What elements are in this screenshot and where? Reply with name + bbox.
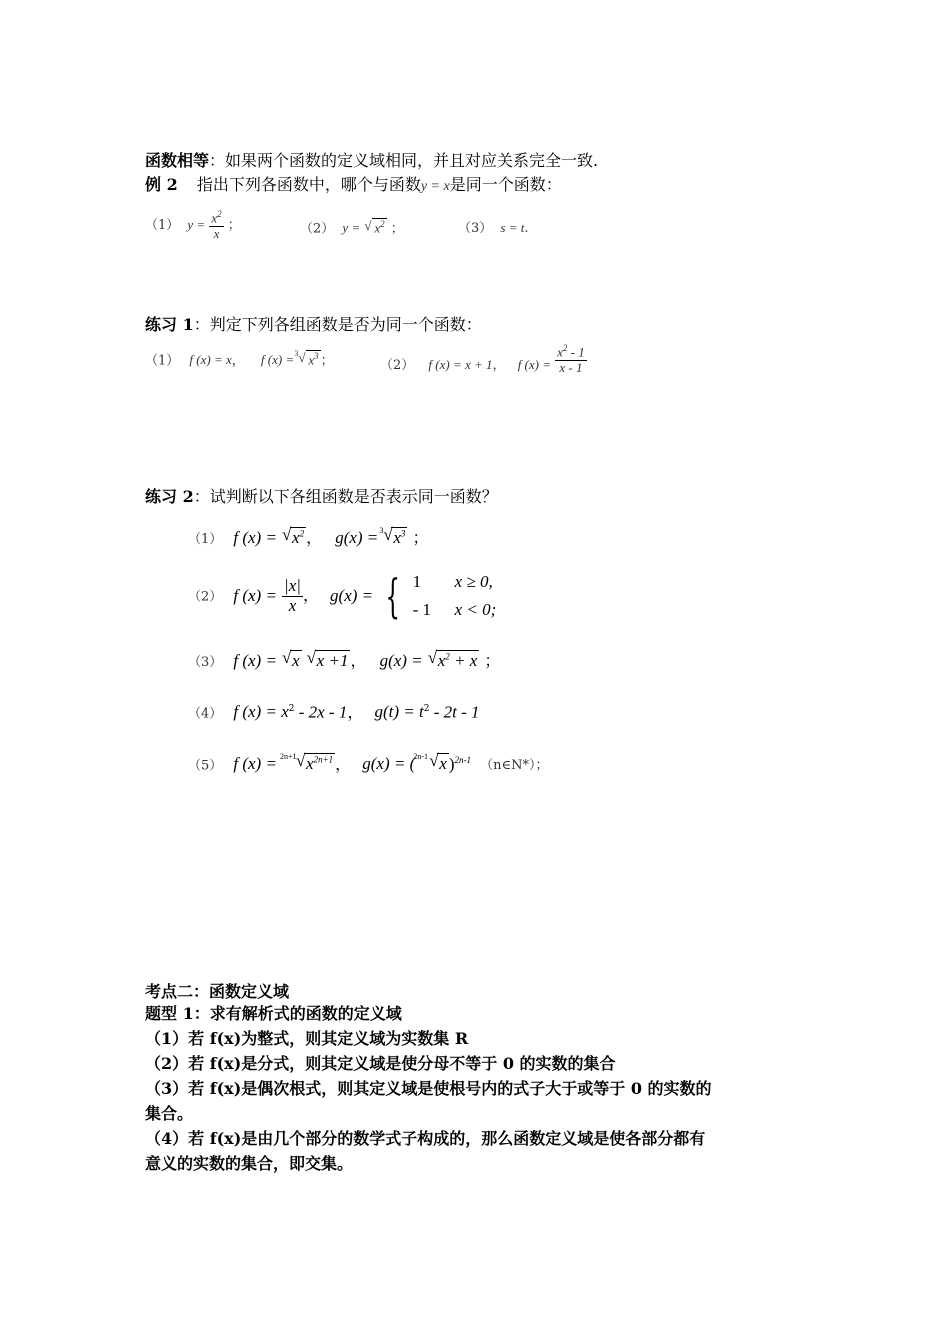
item-lhs: y =	[187, 216, 206, 232]
g-lhs: g(t) = t	[374, 702, 424, 722]
fraction	[555, 344, 587, 375]
case-1-value: 1	[412, 572, 422, 591]
item-number: （2）	[188, 589, 223, 605]
definition-title: 函数相等	[145, 151, 210, 170]
separator: ，	[335, 754, 352, 774]
practice1-text: ：判定下列各组函数是否为同一个函数：	[193, 315, 482, 334]
section2-subtitle: 题型 1：求有解析式的函数的定义域	[145, 1004, 402, 1023]
practice2-label: 练习 2	[145, 487, 194, 506]
cube-root: 3 √ $x^3$	[383, 527, 407, 548]
separator: ，	[492, 357, 506, 373]
radicand: x	[374, 220, 381, 236]
root-index: 3	[294, 349, 299, 358]
practice2-row-1	[188, 527, 429, 550]
item-expr: s = t	[500, 220, 525, 235]
g-lhs: g(x) =	[335, 528, 379, 547]
radicand: x +1	[316, 651, 349, 670]
case-2-value: - 1	[412, 600, 432, 619]
close-paren: )	[448, 754, 455, 774]
sqrt: √ $x^2 + x$	[427, 648, 478, 670]
practice1-row-2	[380, 343, 587, 381]
radicand: x	[439, 754, 447, 774]
g-lhs: g(x) =	[379, 651, 423, 670]
exponent: 2n+1	[313, 754, 334, 765]
radicand-tail: + x	[449, 651, 478, 670]
practice2-row-5	[188, 750, 548, 776]
practice2-row-3	[188, 650, 500, 673]
radicand: x	[292, 651, 300, 670]
item-number: （1）	[188, 532, 223, 547]
item-number: （3）	[458, 221, 493, 236]
numerator: x	[557, 344, 563, 360]
radicand: x	[437, 651, 446, 670]
nth-root: 2n+1 √ $x^{2n+1}$	[296, 753, 335, 774]
example2-text: 指出下列各函数中，哪个与函数	[196, 175, 421, 194]
example2-line	[145, 175, 562, 197]
item-number: （5）	[188, 758, 223, 774]
case-1-condition: x ≥ 0,	[454, 572, 493, 591]
sqrt: √ x	[282, 648, 300, 670]
domain-rule-3-cont: 集合。	[145, 1104, 194, 1123]
exponent: 2	[423, 704, 430, 714]
exponent: 2	[562, 343, 568, 353]
brace-symbol: {	[385, 569, 401, 623]
practice2-line	[145, 487, 498, 507]
cube-root: 3 √ $x^3$	[298, 350, 320, 370]
sqrt: √ $x^2$	[282, 525, 305, 547]
f-lhs: f (x) =	[233, 585, 277, 605]
item-number: （1）	[145, 217, 180, 233]
piecewise-cases	[413, 568, 497, 624]
section2-title: 考点二：函数定义域	[145, 982, 290, 1001]
fraction	[209, 210, 223, 241]
practice2-text: ：试判断以下各组函数是否表示同一函数？	[193, 487, 498, 506]
g-rhs-tail: - 2t - 1	[429, 702, 480, 722]
root-index: 3	[379, 526, 384, 535]
domain-rule-3: （3）若 f(x)是偶次根式，则其定义域是使根号内的式子大于或等于 0 的实数的	[145, 1079, 712, 1098]
example2-label: 例 2	[145, 175, 178, 194]
item-number: （1）	[145, 353, 180, 369]
fraction	[282, 577, 303, 615]
expr-b-lhs: f (x) =	[517, 356, 551, 372]
separator: ，	[306, 528, 323, 547]
condition: （n∈N*）；	[480, 758, 549, 774]
practice2-row-2	[188, 568, 496, 624]
radicand: x	[393, 528, 401, 547]
practice2-row-4	[188, 699, 479, 724]
expr-a: f (x) = x + 1	[428, 356, 493, 372]
expr-b-lhs: f (x) =	[260, 352, 295, 368]
radicand: x	[292, 528, 300, 547]
exponent: 3	[314, 351, 319, 361]
item-tail: .	[524, 221, 529, 236]
item-tail: ；	[227, 217, 241, 233]
exponent: 2n-1	[454, 755, 471, 765]
example2-item-3	[458, 218, 529, 239]
exponent: 2	[445, 651, 450, 662]
item-tail: ；	[320, 353, 334, 369]
domain-rule-4-cont: 意义的实数的集合，即交集。	[145, 1154, 354, 1173]
item-number: （2）	[300, 221, 335, 237]
example2-expr: y = x	[420, 179, 450, 194]
case-2-condition: x < 0;	[454, 600, 497, 619]
f-rhs-tail: - 2x - 1	[294, 702, 348, 722]
sqrt: √ $x^2$	[364, 218, 385, 236]
exponent: 2	[299, 528, 305, 539]
f-lhs: f (x) =	[233, 754, 277, 774]
g-lhs: g(x) = (	[362, 754, 416, 774]
f-lhs: f (x) = x	[233, 702, 289, 722]
item-tail: ；	[412, 528, 429, 547]
radicand: x	[308, 352, 315, 368]
practice1-row-1	[145, 350, 334, 371]
root-index: 2n-1	[413, 752, 428, 762]
practice1-label: 练习 1	[145, 315, 194, 334]
exponent: 2	[380, 219, 385, 229]
example2-tail: 是同一个函数：	[449, 175, 562, 194]
item-number: （2）	[380, 357, 415, 373]
item-lhs: y =	[342, 220, 361, 236]
separator: ，	[302, 585, 319, 605]
practice1-line	[145, 315, 482, 335]
separator: ，	[350, 651, 367, 670]
denominator: x - 1	[559, 359, 583, 375]
example2-item-2	[300, 218, 404, 239]
denominator: x	[213, 225, 220, 241]
denominator: x	[288, 595, 297, 615]
f-lhs: f (x) =	[233, 528, 277, 547]
item-number: （4）	[188, 706, 223, 722]
item-number: （3）	[188, 655, 223, 670]
sqrt: √ x +1	[306, 648, 349, 670]
item-tail: ；	[484, 651, 501, 670]
example2-item-1	[145, 210, 241, 241]
separator: ，	[347, 702, 364, 722]
root-index: 2n+1	[280, 752, 297, 762]
numerator: x	[211, 210, 218, 226]
radicand: x	[306, 754, 314, 774]
numerator-tail: - 1	[567, 344, 585, 360]
expr-a: f (x) = x	[189, 352, 232, 368]
f-lhs: f (x) =	[233, 651, 277, 670]
definition-text: ：如果两个函数的定义域相同，并且对应关系完全一致.	[209, 151, 599, 170]
definition-line	[145, 151, 598, 171]
g-lhs: g(x) =	[330, 585, 374, 605]
item-tail: ；	[390, 221, 404, 237]
domain-rule-1: （1）若 f(x)为整式，则其定义域为实数集 R	[145, 1029, 469, 1048]
numerator: |x|	[284, 575, 301, 595]
separator: ，	[231, 353, 245, 369]
domain-rule-2: （2）若 f(x)是分式，则其定义域是使分母不等于 0 的实数的集合	[145, 1054, 616, 1073]
exponent: 3	[400, 528, 406, 539]
nth-root: 2n-1 √ x	[429, 753, 449, 774]
exponent: 2	[288, 704, 295, 714]
domain-rule-4: （4）若 f(x)是由几个部分的数学式子构成的，那么函数定义域是使各部分都有	[145, 1129, 706, 1148]
exponent: 2	[217, 209, 222, 219]
